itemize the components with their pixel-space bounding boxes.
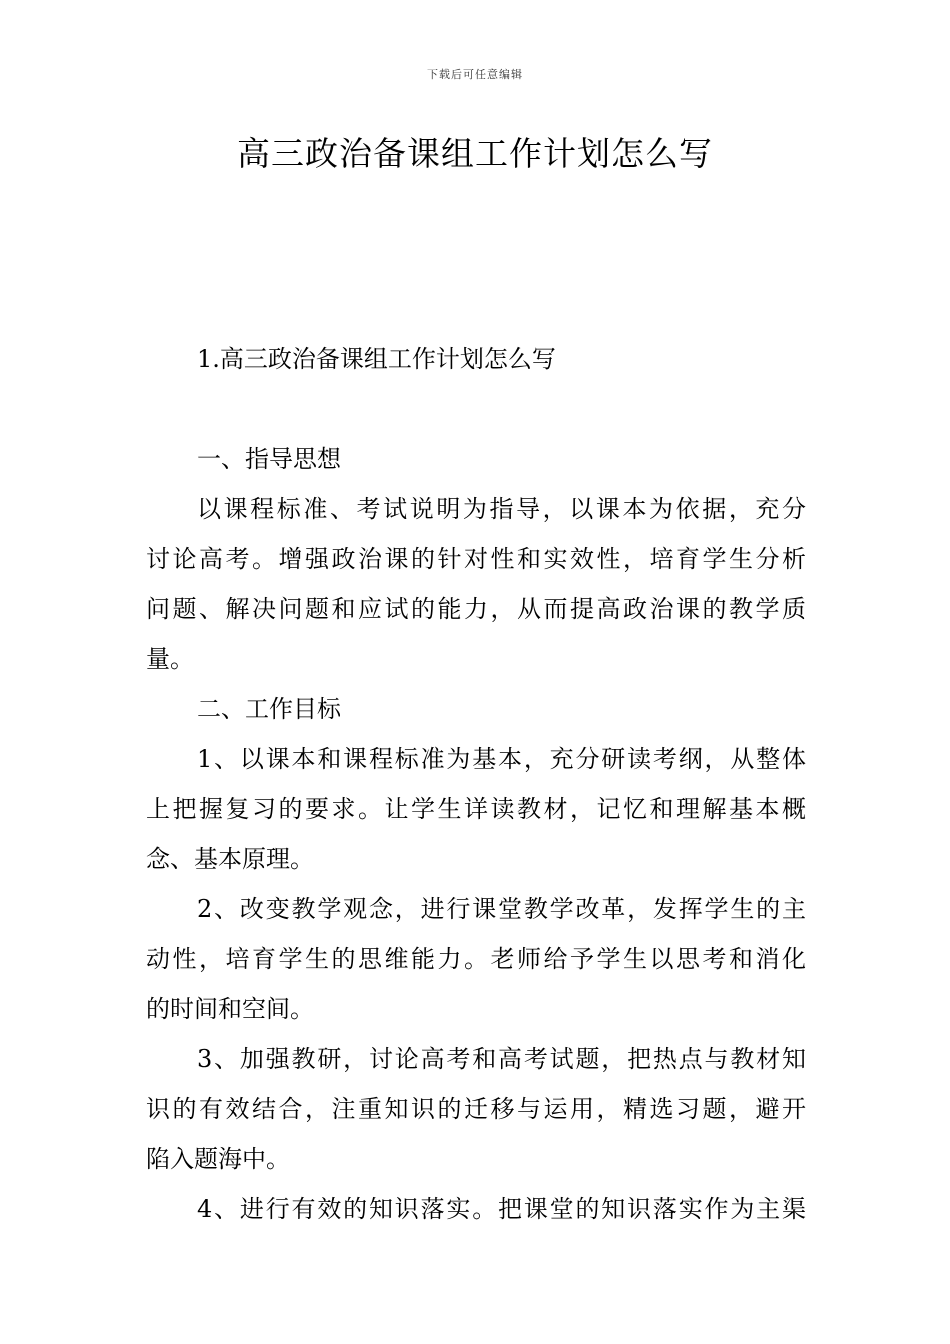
document-body [146, 334, 806, 1234]
paragraph-line: 陷入题海中。 [146, 1145, 290, 1173]
section-heading-work-goals: 二、工作目标 [197, 695, 341, 723]
paragraph-line: 动性，培育学生的思维能力。老师给予学生以思考和消化 [146, 945, 806, 973]
paragraph-line: 4、进行有效的知识落实。把课堂的知识落实作为主渠 [197, 1195, 806, 1223]
paragraph-line: 2、改变教学观念，进行课堂教学改革，发挥学生的主 [197, 895, 806, 923]
paragraph-line: 量。 [146, 645, 194, 673]
paragraph-line: 上把握复习的要求。让学生详读教材，记忆和理解基本概 [146, 795, 806, 823]
paragraph-line: 问题、解决问题和应试的能力，从而提高政治课的教学质 [146, 595, 806, 623]
paragraph-line: 念、基本原理。 [146, 845, 314, 873]
paragraph-line: 3、加强教研，讨论高考和高考试题，把热点与教材知 [197, 1045, 806, 1073]
paragraph-line: 识的有效结合，注重知识的迁移与运用，精选习题，避开 [146, 1095, 806, 1123]
paragraph-line: 以课程标准、考试说明为指导，以课本为依据，充分 [197, 495, 806, 523]
paragraph-line: 讨论高考。增强政治课的针对性和实效性，培育学生分析 [146, 545, 806, 573]
document-title: 高三政治备课组工作计划怎么写 [237, 134, 713, 173]
subtitle: 1.高三政治备课组工作计划怎么写 [197, 345, 556, 373]
header-note: 下载后可任意编辑 [427, 68, 523, 81]
section-heading-guiding-thought: 一、指导思想 [197, 445, 341, 473]
paragraph-line: 1、以课本和课程标准为基本，充分研读考纲，从整体 [197, 745, 806, 773]
paragraph-line: 的时间和空间。 [146, 995, 314, 1023]
spacer [146, 384, 806, 434]
